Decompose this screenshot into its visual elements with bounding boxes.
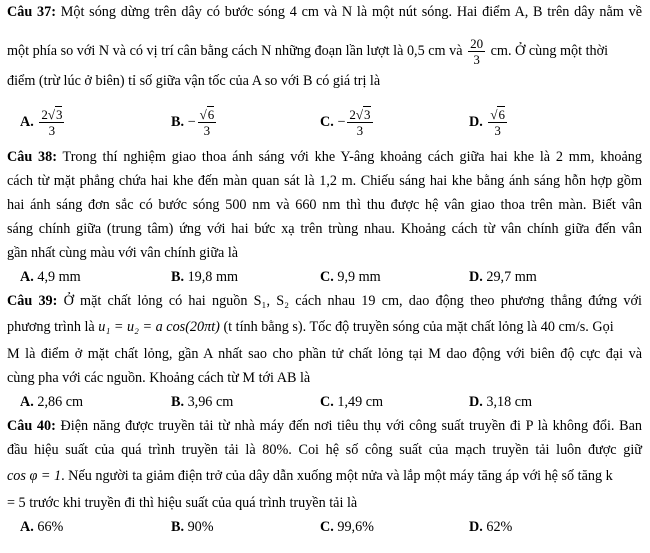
- q38-option-b-text: 19,8 mm: [187, 269, 239, 285]
- q37-text-2a: một phía so với N và có vị trí cân bằng cách N những đoạn lần lượt là 0,5 cm và: [7, 42, 463, 59]
- q39-option-a-text: 2,86 cm: [37, 394, 84, 410]
- q37-line-2: [7, 36, 642, 67]
- q39-line-4: [7, 369, 642, 387]
- q38-option-b-letter: B.: [171, 269, 185, 285]
- q39-option-c-letter: C.: [320, 394, 334, 410]
- q37-option-c-frac: $\frac{2√3}{3}$: [349, 107, 371, 138]
- q39-line-1: [7, 292, 642, 310]
- q37-option-b-letter: B.: [171, 113, 185, 130]
- q38-text-5: gần nhất cùng màu với vân chính giữa là: [7, 245, 239, 261]
- q37-text-3: điểm (trừ lúc ở biên) tỉ số giữa vận tốc của A so với B có giá trị là: [7, 73, 381, 89]
- q37-frac-den: 3: [473, 52, 480, 67]
- q39-option-c[interactable]: [320, 393, 383, 411]
- q37-option-a-coef: 2: [41, 107, 48, 122]
- q37-option-d-rad: 6: [498, 107, 505, 122]
- q39-equation: u₁ = u₂ = a cos(20πt): [98, 319, 220, 335]
- q38-line-2: [7, 172, 642, 190]
- q39-text-2b: (t tính bằng s). Tốc độ truyền sóng của mặt chất lỏng là 40 cm/s. Gọi: [223, 319, 614, 335]
- q37-option-b-frac: $\frac{√6}{3}$: [199, 107, 215, 138]
- q40-line-1: [7, 417, 642, 435]
- q39-text-2a: phương trình là: [7, 319, 95, 335]
- q37-option-b[interactable]: [171, 107, 218, 138]
- q38-line-4: [7, 220, 642, 238]
- q39-option-d-letter: D.: [469, 394, 483, 410]
- q37-text-2b: cm. Ở cùng một thời: [490, 42, 609, 59]
- q37-line-3: [7, 72, 642, 90]
- q39-label: Câu 39:: [7, 293, 58, 309]
- q40-option-c-text: 99,6%: [337, 519, 374, 535]
- q40-line-3: [7, 467, 642, 485]
- q37-option-b-sign: −: [187, 113, 196, 130]
- q38-option-c-text: 9,9 mm: [337, 269, 381, 285]
- q40-option-a[interactable]: [20, 518, 63, 536]
- q38-line-3: [7, 196, 642, 214]
- q37-option-c-sign: −: [337, 113, 346, 130]
- q37-text-1: Một sóng dừng trên dây có bước sóng 4 cm và N là một nút sóng. Hai điểm A, B trên dây nằm về: [60, 4, 643, 20]
- q40-option-d-letter: D.: [469, 519, 483, 535]
- q39-option-b-text: 3,96 cm: [187, 394, 234, 410]
- q40-option-b-letter: B.: [171, 519, 185, 535]
- q37-option-d-letter: D.: [469, 113, 483, 130]
- q40-line-2: [7, 441, 642, 459]
- q38-option-c[interactable]: [320, 268, 381, 286]
- q37-label: Câu 37:: [7, 4, 56, 20]
- q40-text-3b: . Nếu người ta giảm điện trở của dây dẫn xuống một nửa và lắp một máy tăng áp với hệ số tăng k: [61, 468, 613, 484]
- q38-option-d-text: 29,7 mm: [486, 269, 537, 285]
- q37-line-1: [7, 3, 642, 21]
- q37-option-a-letter: A.: [20, 113, 34, 130]
- q38-option-c-letter: C.: [320, 269, 334, 285]
- q39-text-3: M là điểm ở mặt chất lỏng, gần A nhất sao cho phần tử chất lỏng tại M dao động với biên độ cực đại và: [7, 346, 642, 362]
- q40-text-1: Điện năng được truyền tải từ nhà máy đến nơi tiêu thụ với công suất truyền đi P là không đổi. Ban: [60, 418, 643, 434]
- q39-option-a[interactable]: [20, 393, 83, 411]
- q39-line-3: [7, 345, 642, 363]
- q37-option-c-coef: 2: [349, 107, 356, 122]
- q37-option-c[interactable]: [320, 107, 375, 138]
- q39-text-4: cùng pha với các nguồn. Khoảng cách từ M tới AB là: [7, 370, 311, 386]
- q38-text-1: Trong thí nghiệm giao thoa ánh sáng với khe Y-âng khoảng cách giữa hai khe là 2 mm, khoảng: [62, 149, 642, 165]
- q40-text-2: đầu hiệu suất của quá trình truyền tải là 80%. Coi hệ số công suất của mạch truyền tải luôn được giữ: [7, 442, 642, 458]
- q40-line-4: [7, 494, 642, 512]
- q38-text-3: hai ánh sáng đơn sắc có bước sóng 500 nm và 660 nm thì thu được hệ vân giao thoa trên màn. Biết vân: [7, 197, 642, 213]
- q39-option-d[interactable]: [469, 393, 532, 411]
- q39-line-2: [7, 318, 642, 336]
- q37-option-d-den: 3: [494, 123, 501, 138]
- q38-option-b[interactable]: [171, 268, 238, 286]
- q38-label: Câu 38:: [7, 149, 57, 165]
- q40-option-d-text: 62%: [486, 519, 513, 535]
- q37-frac-num: 20: [470, 36, 484, 51]
- q38-option-d[interactable]: [469, 268, 537, 286]
- q40-text-4: = 5 trước khi truyền đi thì hiệu suất của quá trình truyền tải là: [7, 495, 358, 511]
- q37-option-a-frac: $\frac{2√3}{3}$: [41, 107, 63, 138]
- q39-option-d-text: 3,18 cm: [486, 394, 533, 410]
- q38-line-5: [7, 244, 642, 262]
- q37-option-b-rad: 6: [207, 107, 215, 122]
- q38-text-2: cách từ mặt phẳng chứa hai khe đến màn quan sát là 1,2 m. Chiếu sáng hai khe bằng ánh sáng hỗn hợp gồm: [7, 173, 642, 189]
- q37-option-a-rad: 3: [55, 107, 63, 122]
- q37-option-d[interactable]: [469, 107, 509, 138]
- q39-option-b[interactable]: [171, 393, 233, 411]
- q38-option-d-letter: D.: [469, 269, 483, 285]
- q40-option-a-text: 66%: [37, 519, 64, 535]
- q40-label: Câu 40:: [7, 418, 56, 434]
- q38-option-a[interactable]: [20, 268, 81, 286]
- q38-text-4: sáng chính giữa (trung tâm) ứng với hai bức xạ trên trùng nhau. Khoảng cách từ vân chính giữa đến vân: [7, 221, 642, 237]
- q40-option-d[interactable]: [469, 518, 512, 536]
- q37-option-a[interactable]: [20, 107, 66, 138]
- q40-option-c-letter: C.: [320, 519, 334, 535]
- q37-option-c-letter: C.: [320, 113, 334, 130]
- q40-option-a-letter: A.: [20, 519, 34, 535]
- q40-equation: cos φ = 1: [7, 468, 62, 484]
- q37-option-d-frac: $\frac{√6}{3}$: [490, 107, 505, 138]
- q37-option-c-den: 3: [356, 123, 364, 138]
- q40-option-b-text: 90%: [187, 519, 214, 535]
- q37-fraction: [468, 36, 485, 67]
- q39-text-1: Ở mặt chất lỏng có hai nguồn S₁, S₂ cách nhau 19 cm, dao động theo phương thẳng đứng với: [63, 293, 642, 309]
- q40-option-c[interactable]: [320, 518, 374, 536]
- q37-option-a-den: 3: [48, 123, 56, 138]
- q39-option-b-letter: B.: [171, 394, 185, 410]
- q37-option-b-den: 3: [203, 123, 211, 138]
- q39-option-a-letter: A.: [20, 394, 34, 410]
- q38-line-1: [7, 148, 642, 166]
- q40-option-b[interactable]: [171, 518, 214, 536]
- q38-option-a-text: 4,9 mm: [37, 269, 81, 285]
- q39-option-c-text: 1,49 cm: [337, 394, 384, 410]
- q38-option-a-letter: A.: [20, 269, 34, 285]
- q37-option-c-rad: 3: [364, 107, 371, 122]
